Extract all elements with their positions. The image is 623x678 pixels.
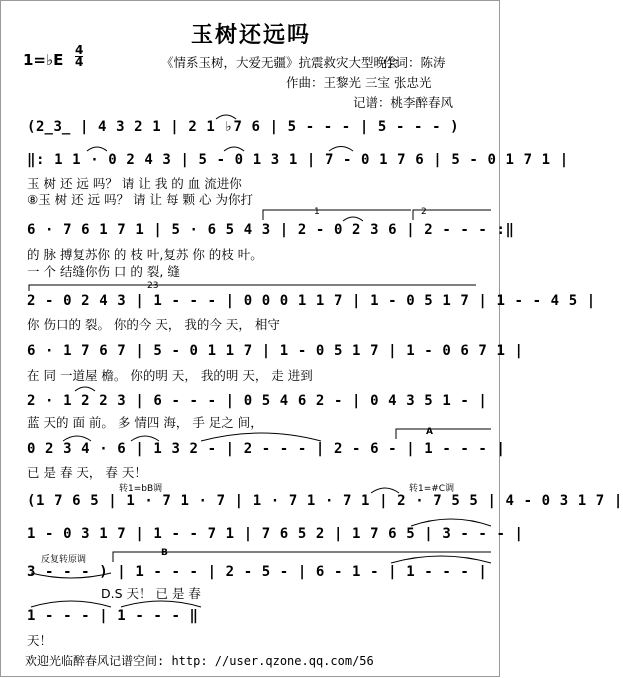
lyrics-line6: 已 是 春 天， 春 天！ [27, 465, 147, 480]
tie-l6-long [201, 433, 321, 441]
slur-l5 [75, 387, 95, 391]
lyrics-line10: 天！ [27, 633, 53, 648]
time-signature-top: 4 [75, 43, 84, 57]
measure-number-23: 23 [147, 281, 159, 291]
score-line-3: 2 - 0 2 4 3 | 1 - - - | 0 0 0 1 1 7 | 1 - 0 5 1 7 | 1 - - 4 5 | [27, 293, 596, 309]
modulation-bb: 转1=bB调 [119, 484, 163, 494]
bracket-b [113, 552, 491, 562]
score-line-5: 2 · 1 2 2 3 | 6 - - - | 0 5 4 6 2 - | 0 4 3 5 1 - | [27, 393, 488, 409]
rehearsal-mark-a: A [426, 427, 433, 437]
score-line-intro: (2̲3̲ | 4 3 2 1 | 2 1 ♭7 6 | 5 - - - | 5 - - - ) [27, 119, 460, 135]
second-ending-label: 2 [421, 207, 427, 217]
transcriber-credit: 记谱：桃李醉春风 [353, 95, 454, 110]
first-ending-bracket [263, 210, 411, 220]
slur-l1-a [87, 147, 107, 151]
score-line-2: 6 · 7 6 1 7 1 | 5 · 6 5 4 3 | 2 - 0 2 3 6 | 2 - - - :‖ [27, 222, 515, 238]
lyrics-line3: 你 伤口的 裂。 你的今 天， 我的今 天， 相守 [27, 317, 280, 332]
first-ending-label: 1 [314, 207, 320, 217]
measure-23-bracket [29, 285, 476, 291]
tie-l9-b [391, 556, 491, 563]
score-line-10: 1 - - - | 1 - - - ‖ [27, 608, 199, 624]
score-line-9: 3 - - - ) | 1 - - - | 2 - 5 - | 6 - 1 - | 1 - - - | [27, 564, 488, 580]
slur-l1-b [224, 147, 244, 151]
lyrics-verse2-line1: ⑧玉 树 还 远 吗？ 请 让 每 颗 心 为你打 [27, 192, 253, 207]
composer-credit: 作曲：王黎光 三宝 张忠光 [286, 75, 432, 90]
score-line-7: (1 7 6 5 | 1 · 7 1 · 7 | 1 · 7 1 · 7 1 | 2 · 7 5 5 | 4 - 0 3 1 7 | [27, 493, 623, 509]
lyrics-line9: D.S 天！ 已 是 春 [101, 586, 201, 601]
score-line-6: 0 2 3 4 · 6 | 1 3 2 - | 2 - - - | 2 - 6 - | 1 - - - | [27, 441, 506, 457]
score-line-4: 6 · 1 7 6 7 | 5 - 0 1 1 7 | 1 - 0 5 1 7 | 1 - 0 6 7 1 | [27, 343, 524, 359]
song-title: 玉树还远吗 [190, 23, 311, 48]
tie-l10-a [31, 601, 111, 607]
tie-l8 [411, 519, 491, 526]
key-signature: 1=♭E [23, 51, 64, 69]
lyrics-line4: 在 同 一道屋 檐。 你的明 天， 我的明 天， 走 进到 [27, 368, 313, 383]
lyricist-credit: 作词：陈涛 [383, 55, 446, 70]
time-signature [75, 45, 83, 68]
slur-l1-c [329, 147, 353, 152]
lyrics-line5: 蓝 天的 面 前。 多 情四 海， 手 足之 间， [27, 415, 263, 430]
lyrics-verse1-line2: 的 脉 搏复苏你 的 枝 叶,复苏 你 的枝 叶。 [27, 247, 263, 262]
rehearsal-mark-b: B [161, 548, 168, 558]
lyrics-verse2-line2: 一 个 结缝你伤 口 的 裂, 缝 [27, 264, 180, 279]
score-line-1: ‖: 1 1 · 0 2 4 3 | 5 - 0 1 3 1 | 7 - 0 1 7 6 | 5 - 0 1 7 1 | [27, 152, 569, 168]
lyrics-verse1-line1: 玉 树 还 远 吗？ 请 让 我 的 血 流进你 [27, 176, 242, 191]
score-line-8: 1 - 0 3 1 7 | 1 - - 7 1 | 7 6 5 2 | 1 7 6 5 | 3 - - - | [27, 526, 524, 542]
repeat-instruction: 反复转原调 [41, 555, 87, 565]
footer-url: 欢迎光临醉春风记谱空间: http: //user.qzone.qq.com/56 [25, 654, 374, 668]
modulation-c-sharp: 转1=#C调 [409, 484, 455, 494]
time-signature-bottom: 4 [75, 55, 84, 69]
program-name: 《情系玉树，大爱无疆》抗震救灾大型晚会 [161, 55, 399, 70]
slur-l2 [343, 217, 363, 221]
